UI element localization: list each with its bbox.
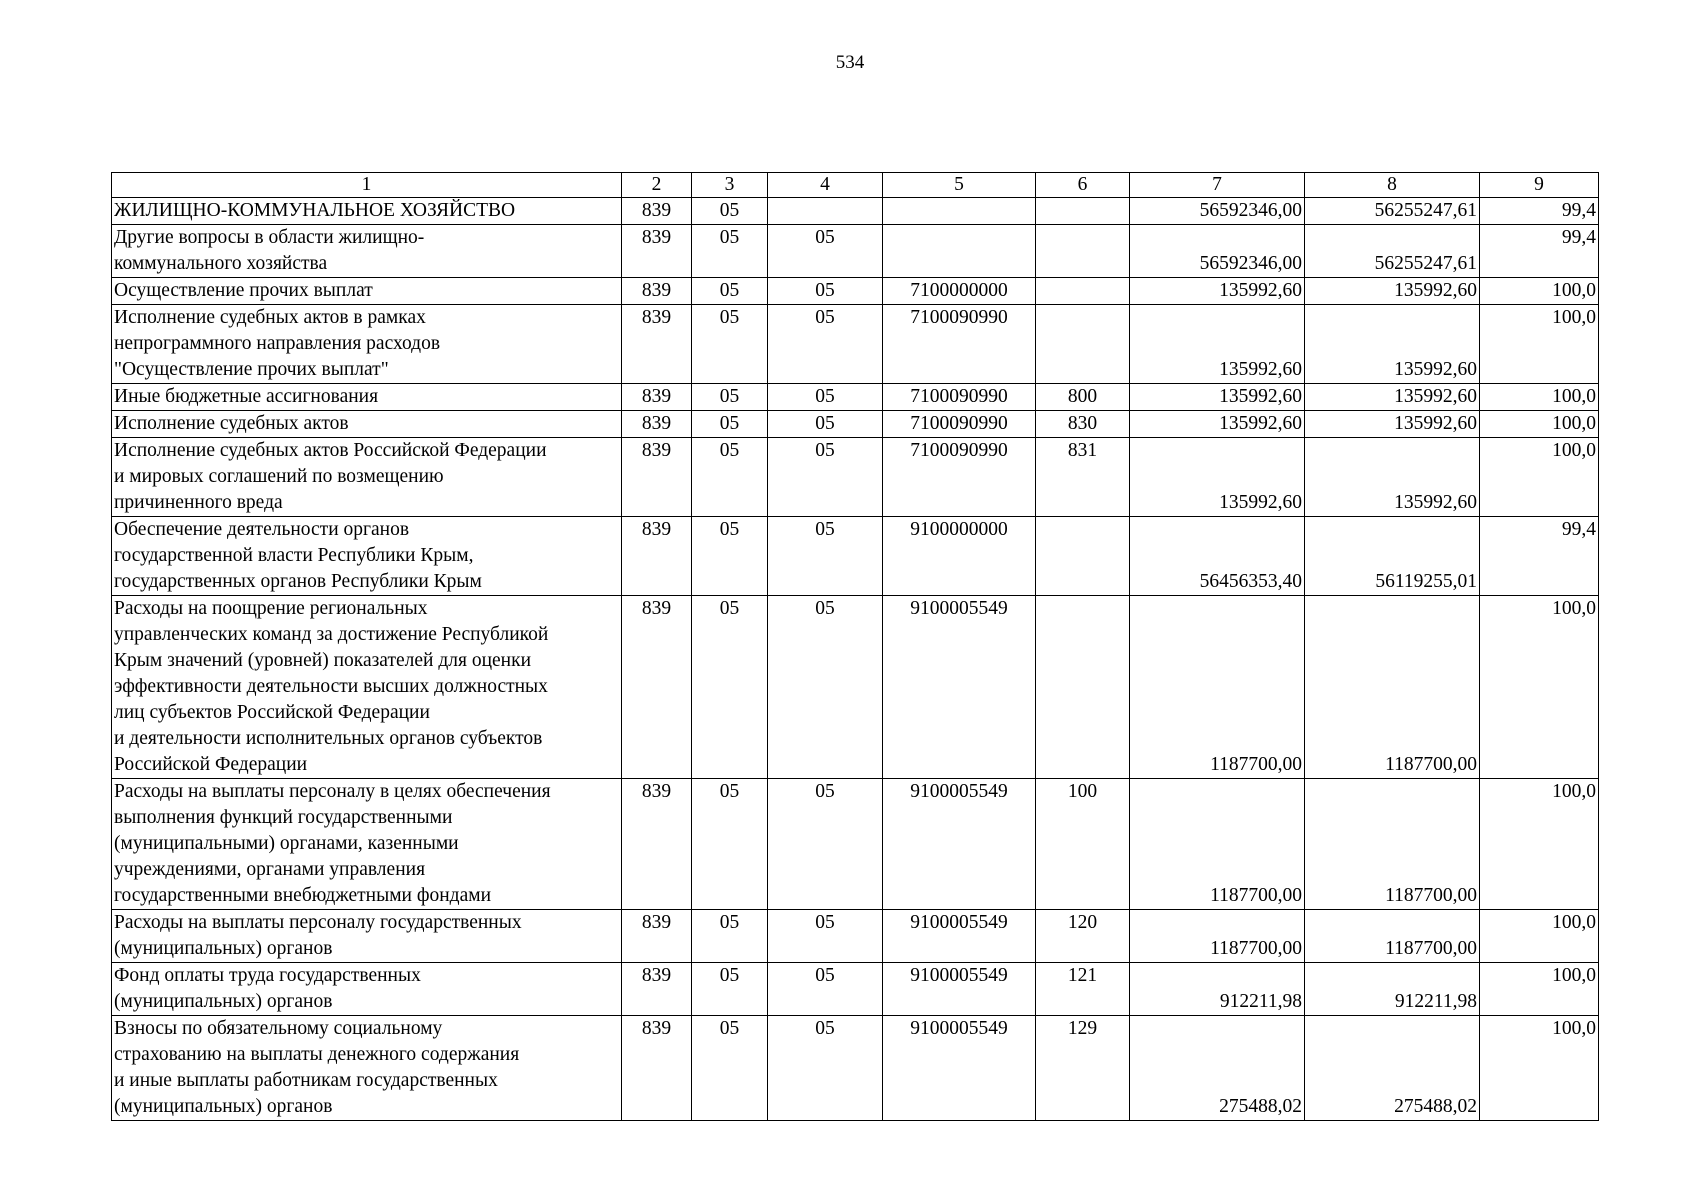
execution-percent-cell: 99,4: [1480, 225, 1599, 278]
ministry-code-cell: 839: [622, 384, 692, 411]
expense-type-cell: [1036, 517, 1130, 596]
execution-percent-cell: 100,0: [1480, 963, 1599, 1016]
planned-amount-cell: 56592346,00: [1130, 225, 1305, 278]
page-number: 534: [835, 52, 865, 73]
execution-percent-cell: 100,0: [1480, 910, 1599, 963]
expense-type-cell: 120: [1036, 910, 1130, 963]
header-col-5: 5: [883, 173, 1036, 198]
subsection-code-cell: 05: [768, 438, 883, 517]
ministry-code-cell: 839: [622, 305, 692, 384]
table-row: [112, 517, 1599, 596]
expense-type-cell: 121: [1036, 963, 1130, 1016]
subsection-code-cell: 05: [768, 225, 883, 278]
planned-amount-cell: 135992,60: [1130, 384, 1305, 411]
target-article-cell: 9100000000: [883, 517, 1036, 596]
execution-percent-cell: 100,0: [1480, 779, 1599, 910]
budget-table: [111, 172, 1599, 1121]
subsection-code-cell: 05: [768, 411, 883, 438]
subsection-code-cell: 05: [768, 517, 883, 596]
section-code-cell: 05: [692, 225, 768, 278]
target-article-cell: [883, 225, 1036, 278]
table-row: [112, 910, 1599, 963]
expense-type-cell: 100: [1036, 779, 1130, 910]
expense-name-cell: Иные бюджетные ассигнования: [112, 384, 622, 411]
ministry-code-cell: 839: [622, 779, 692, 910]
table-row: [112, 963, 1599, 1016]
expense-type-cell: 830: [1036, 411, 1130, 438]
table-row: [112, 779, 1599, 910]
section-code-cell: 05: [692, 1016, 768, 1121]
target-article-cell: 7100000000: [883, 278, 1036, 305]
planned-amount-cell: 912211,98: [1130, 963, 1305, 1016]
execution-percent-cell: 100,0: [1480, 438, 1599, 517]
planned-amount-cell: 1187700,00: [1130, 596, 1305, 779]
header-col-6: 6: [1036, 173, 1130, 198]
planned-amount-cell: 135992,60: [1130, 438, 1305, 517]
section-code-cell: 05: [692, 198, 768, 225]
ministry-code-cell: 839: [622, 278, 692, 305]
executed-amount-cell: 56255247,61: [1305, 225, 1480, 278]
table-row: [112, 384, 1599, 411]
executed-amount-cell: 135992,60: [1305, 438, 1480, 517]
header-col-1: 1: [112, 173, 622, 198]
expense-type-cell: 831: [1036, 438, 1130, 517]
header-col-4: 4: [768, 173, 883, 198]
subsection-code-cell: 05: [768, 305, 883, 384]
executed-amount-cell: 135992,60: [1305, 384, 1480, 411]
expense-name-cell: Исполнение судебных актов в рамках непрограммного направления расходов "Осуществление прочих выплат": [112, 305, 622, 384]
execution-percent-cell: 100,0: [1480, 1016, 1599, 1121]
executed-amount-cell: 135992,60: [1305, 411, 1480, 438]
target-article-cell: [883, 198, 1036, 225]
executed-amount-cell: 912211,98: [1305, 963, 1480, 1016]
planned-amount-cell: 135992,60: [1130, 278, 1305, 305]
planned-amount-cell: 1187700,00: [1130, 779, 1305, 910]
target-article-cell: 9100005549: [883, 596, 1036, 779]
planned-amount-cell: 275488,02: [1130, 1016, 1305, 1121]
executed-amount-cell: 1187700,00: [1305, 910, 1480, 963]
planned-amount-cell: 56592346,00: [1130, 198, 1305, 225]
expense-name-cell: ЖИЛИЩНО-КОММУНАЛЬНОЕ ХОЗЯЙСТВО: [112, 198, 622, 225]
ministry-code-cell: 839: [622, 596, 692, 779]
expense-type-cell: 129: [1036, 1016, 1130, 1121]
expense-type-cell: [1036, 225, 1130, 278]
ministry-code-cell: 839: [622, 910, 692, 963]
header-col-8: 8: [1305, 173, 1480, 198]
section-code-cell: 05: [692, 438, 768, 517]
planned-amount-cell: 135992,60: [1130, 411, 1305, 438]
ministry-code-cell: 839: [622, 1016, 692, 1121]
header-col-7: 7: [1130, 173, 1305, 198]
section-code-cell: 05: [692, 411, 768, 438]
target-article-cell: 9100005549: [883, 779, 1036, 910]
subsection-code-cell: 05: [768, 384, 883, 411]
expense-name-cell: Расходы на выплаты персоналу государственных (муниципальных) органов: [112, 910, 622, 963]
expense-type-cell: [1036, 596, 1130, 779]
expense-name-cell: Исполнение судебных актов Российской Федерации и мировых соглашений по возмещению причиненного вреда: [112, 438, 622, 517]
section-code-cell: 05: [692, 910, 768, 963]
subsection-code-cell: 05: [768, 963, 883, 1016]
table-row: [112, 225, 1599, 278]
target-article-cell: 7100090990: [883, 438, 1036, 517]
execution-percent-cell: 100,0: [1480, 596, 1599, 779]
target-article-cell: 7100090990: [883, 411, 1036, 438]
ministry-code-cell: 839: [622, 198, 692, 225]
subsection-code-cell: 05: [768, 1016, 883, 1121]
expense-name-cell: Взносы по обязательному социальному страхованию на выплаты денежного содержания и иные выплаты работникам государственных (муниципальных) органов: [112, 1016, 622, 1121]
subsection-code-cell: 05: [768, 910, 883, 963]
subsection-code-cell: [768, 198, 883, 225]
target-article-cell: 7100090990: [883, 384, 1036, 411]
planned-amount-cell: 56456353,40: [1130, 517, 1305, 596]
section-code-cell: 05: [692, 384, 768, 411]
ministry-code-cell: 839: [622, 438, 692, 517]
table-row: [112, 1016, 1599, 1121]
expense-type-cell: [1036, 198, 1130, 225]
execution-percent-cell: 100,0: [1480, 384, 1599, 411]
execution-percent-cell: 99,4: [1480, 517, 1599, 596]
execution-percent-cell: 100,0: [1480, 305, 1599, 384]
executed-amount-cell: 56119255,01: [1305, 517, 1480, 596]
expense-name-cell: Другие вопросы в области жилищно- коммунального хозяйства: [112, 225, 622, 278]
execution-percent-cell: 100,0: [1480, 278, 1599, 305]
executed-amount-cell: 1187700,00: [1305, 779, 1480, 910]
expense-type-cell: 800: [1036, 384, 1130, 411]
table-row: [112, 305, 1599, 384]
header-col-9: 9: [1480, 173, 1599, 198]
target-article-cell: 7100090990: [883, 305, 1036, 384]
table-row: [112, 198, 1599, 225]
subsection-code-cell: 05: [768, 596, 883, 779]
ministry-code-cell: 839: [622, 517, 692, 596]
table-body: [112, 173, 1599, 1121]
planned-amount-cell: 1187700,00: [1130, 910, 1305, 963]
planned-amount-cell: 135992,60: [1130, 305, 1305, 384]
expense-name-cell: Расходы на поощрение региональных управленческих команд за достижение Республикой Крым значений (уровней) показателей для оценки эффективности деятельности высших должностных лиц субъектов Российской Федерации и деятельности исполнительных органов субъектов Российской Федерации: [112, 596, 622, 779]
ministry-code-cell: 839: [622, 963, 692, 1016]
executed-amount-cell: 56255247,61: [1305, 198, 1480, 225]
ministry-code-cell: 839: [622, 411, 692, 438]
target-article-cell: 9100005549: [883, 963, 1036, 1016]
section-code-cell: 05: [692, 779, 768, 910]
table-row: [112, 438, 1599, 517]
target-article-cell: 9100005549: [883, 1016, 1036, 1121]
section-code-cell: 05: [692, 517, 768, 596]
table-header-row: [112, 173, 1599, 198]
ministry-code-cell: 839: [622, 225, 692, 278]
expense-name-cell: Фонд оплаты труда государственных (муниципальных) органов: [112, 963, 622, 1016]
subsection-code-cell: 05: [768, 278, 883, 305]
executed-amount-cell: 135992,60: [1305, 278, 1480, 305]
expense-name-cell: Расходы на выплаты персоналу в целях обеспечения выполнения функций государственными (муниципальными) органами, казенными учреждениями, органами управления государственными внебюджетными фондами: [112, 779, 622, 910]
target-article-cell: 9100005549: [883, 910, 1036, 963]
executed-amount-cell: 1187700,00: [1305, 596, 1480, 779]
expense-name-cell: Осуществление прочих выплат: [112, 278, 622, 305]
subsection-code-cell: 05: [768, 779, 883, 910]
expense-name-cell: Обеспечение деятельности органов государственной власти Республики Крым, государственных органов Республики Крым: [112, 517, 622, 596]
table-row: [112, 411, 1599, 438]
execution-percent-cell: 100,0: [1480, 411, 1599, 438]
execution-percent-cell: 99,4: [1480, 198, 1599, 225]
executed-amount-cell: 135992,60: [1305, 305, 1480, 384]
header-col-2: 2: [622, 173, 692, 198]
section-code-cell: 05: [692, 305, 768, 384]
header-col-3: 3: [692, 173, 768, 198]
section-code-cell: 05: [692, 963, 768, 1016]
table-row: [112, 278, 1599, 305]
executed-amount-cell: 275488,02: [1305, 1016, 1480, 1121]
expense-name-cell: Исполнение судебных актов: [112, 411, 622, 438]
table-row: [112, 596, 1599, 779]
section-code-cell: 05: [692, 596, 768, 779]
section-code-cell: 05: [692, 278, 768, 305]
expense-type-cell: [1036, 278, 1130, 305]
expense-type-cell: [1036, 305, 1130, 384]
